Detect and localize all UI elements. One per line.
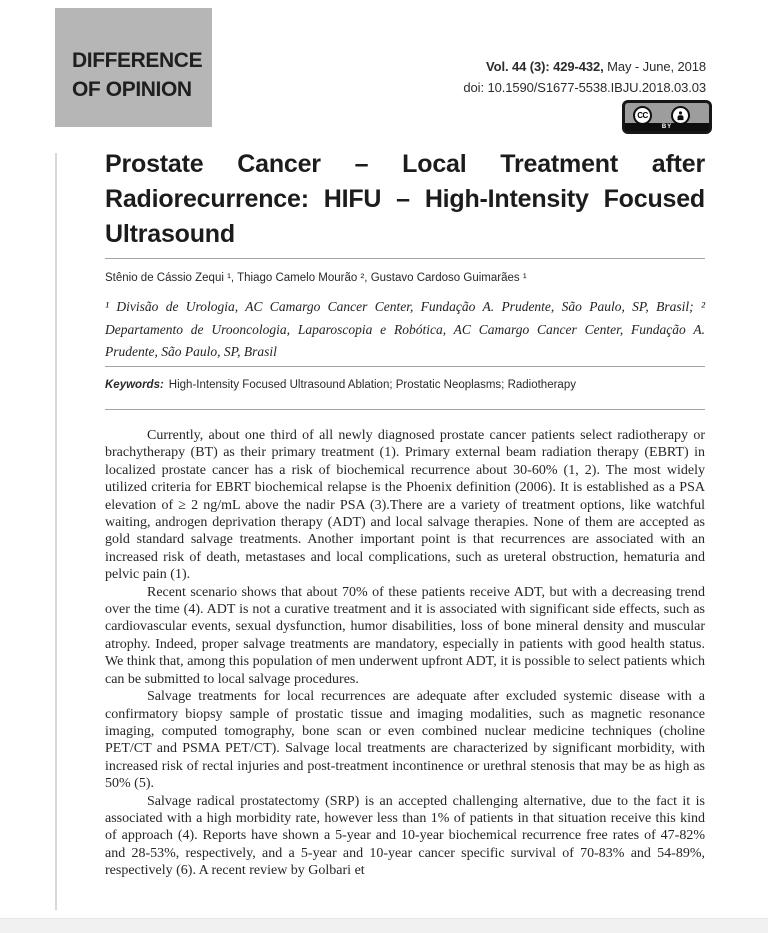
keywords-line — [105, 377, 705, 393]
section-banner-line: OF OPINION — [72, 78, 192, 101]
doi-line: doi: 10.1590/S1677-5538.IBJU.2018.03.03 — [463, 80, 706, 95]
paragraph: Salvage radical prostatectomy (SRP) is an accepted challenging alternative, due to the fact it is associated with a high morbidity rate, however less than 1% of patients in that situation receive this kind of approach (4). Reports have shown a 5-year and 10-year biochemical recurrence free rates of 47-82% and 28-53%, respectively, and a 5-year and 10-year cancer specific survival of 70-83% and 54-89%, respectively (6). A recent review by Golbari et — [105, 793, 705, 879]
paragraph: Salvage treatments for local recurrences are adequate after excluded systemic disease with a confirmatory biopsy sample of prostatic tissue and imaging modalities, such as magnetic resonance imaging, computed tomography, bone scan or even combined nuclear medicine techniques (choline PET/CT and PSMA PET/CT). Salvage local treatments are characterized by significant morbidity, with increased risk of rectal injuries and post-treatment incontinence or urethral stenosis that may be as high as 50% (5). — [105, 689, 705, 792]
cc-license-badge — [622, 100, 712, 134]
section-banner-label — [55, 8, 212, 104]
article-body — [105, 427, 705, 880]
divider — [105, 366, 705, 367]
cc-logo-icon: CC — [633, 106, 652, 125]
article-title-line: Radiorecurrence: HIFU – High-Intensity Focused — [105, 185, 705, 213]
authors-line: Stênio de Cássio Zequi ¹, Thiago Camelo Mourão ², Gustavo Cardoso Guimarães ¹ — [105, 272, 527, 284]
volume-number: Vol. 44 (3): 429-432, — [486, 59, 604, 74]
affiliations: ¹ Divisão de Urologia, AC Camargo Cancer Center, Fundação A. Prudente, São Paulo, SP, Brasil; ² Departamento de Urooncologia, Laparoscopia e Robótica, AC Camargo Cancer Center, Fundação A. Prudente, São Paulo, SP, Brasil — [105, 299, 705, 359]
article-title-line: Ultrasound — [105, 220, 235, 248]
paragraph: Recent scenario shows that about 70% of these patients receive ADT, but with a decreasing trend over the time (4). ADT is not a curative treatment and it is associated with significant side effects, such as cardiovascular events, sexual dysfunction, humor disabilities, loss of bone mineral density and muscular atrophy. Indeed, proper salvage treatments are mandatory, especially in patients with good health status. We think that, among this population of men underwent upfront ADT, it is possible to select patients which can be submitted to local salvage procedures. — [105, 584, 705, 687]
article-title-line: Prostate Cancer – Local Treatment after — [105, 150, 705, 178]
issue-date: May - June, 2018 — [603, 59, 706, 74]
keywords-text: High-Intensity Focused Ultrasound Ablation; Prostatic Neoplasms; Radiotherapy — [168, 379, 576, 391]
divider — [105, 258, 705, 259]
divider — [105, 409, 705, 410]
paragraph: Currently, about one third of all newly diagnosed prostate cancer patients select radiotherapy or brachytherapy (BT) as their primary treatment (1). Primary external beam radiation therapy (EBRT) in localized prostate cancer has a risk of biochemical recurrence about 30-60% (1, 2). The most widely utilized criteria for EBRT biochemical relapse is the Phoenix definition (2006). It is established as a PSA elevation of ≥ 2 ng/mL above the nadir PSA (3).There are a variety of treatment options, like watchful waiting, androgen deprivation therapy (ADT) and local salvage therapies. None of them are accepted as gold standard salvage treatments. Another important point is that recurrences are associated with an increased risk of death, metastases and local complications, such as ureteral obstruction, hematuria and pelvic pain (1). — [105, 428, 705, 583]
page-edge-line — [55, 153, 57, 910]
issue-info — [463, 56, 706, 98]
license-type-label: BY — [625, 123, 709, 131]
volume-line — [463, 56, 706, 77]
section-banner — [55, 8, 212, 127]
article-title — [105, 147, 705, 252]
keywords-label: Keywords: — [105, 379, 164, 391]
section-banner-line: DIFFERENCE — [72, 49, 203, 72]
page-bottom-edge — [0, 918, 768, 933]
